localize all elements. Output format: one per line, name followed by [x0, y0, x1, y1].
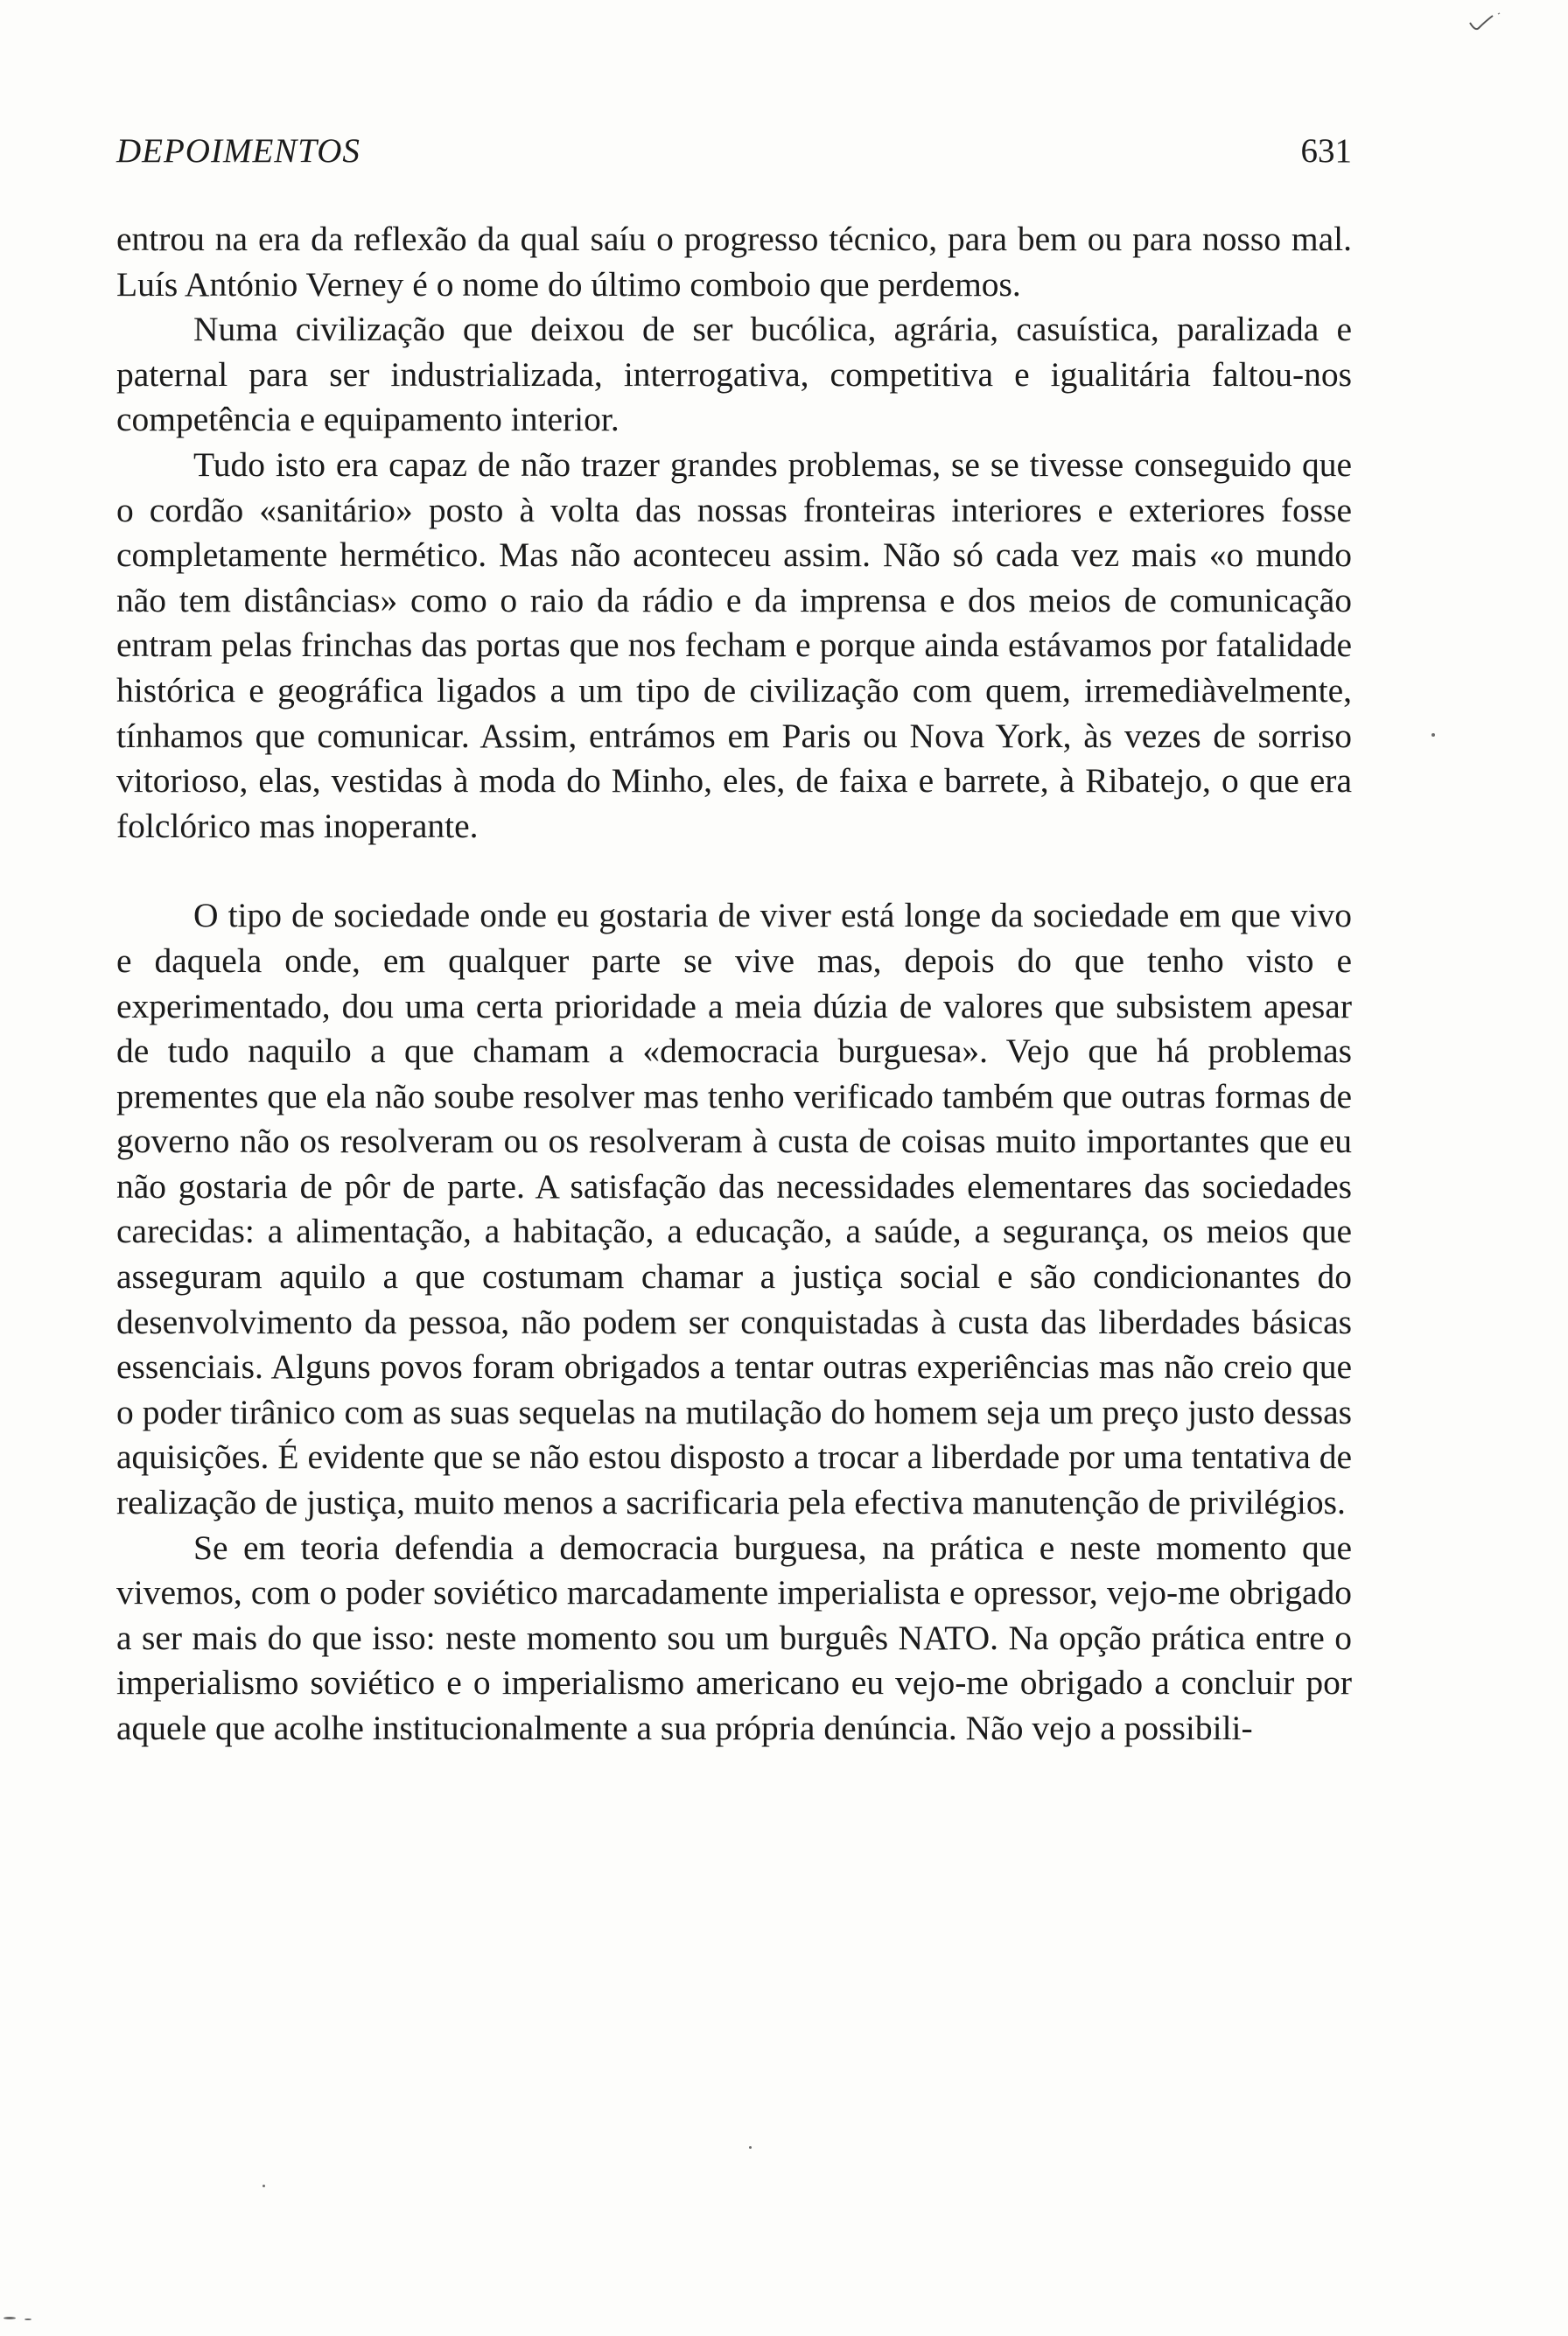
- scan-speck: [749, 2146, 752, 2149]
- running-title: DEPOIMENTOS: [116, 132, 360, 170]
- paragraph-1: entrou na era da reflexão da qual saíu o progresso técnico, para bem ou para nosso mal. Luís António Verney é o nome do último comboio que perdemos.: [116, 220, 1352, 304]
- page-number: 631: [1300, 132, 1352, 170]
- paragraph-3: Tudo isto era capaz de não trazer grandes problemas, se se tivesse conseguido que o cordão «sanitário» posto à volta das nossas fronteiras interiores e exteriores fosse completamente hermético. Mas não aconteceu assim. Não só cada vez mais «o mundo não tem distâncias» como o raio da rádio e da imprensa e dos meios de comunicação entram pelas frinchas das portas que nos fecham e porque ainda estávamos por fatalidade histórica e geográfica ligados a um tipo de civilização com quem, irremediàvelmente, tínhamos que comunicar. Assim, entrámos em Paris ou Nova York, às vezes de sorriso vitorioso, elas, vestidas à moda do Minho, eles, de faixa e barrete, à Ribatejo, o que era folclórico mas inoperante.: [116, 444, 1352, 845]
- paragraph-4: O tipo de sociedade onde eu gostaria de viver está longe da sociedade em que vivo e daquela onde, em qualquer parte se vive mas, depois do que tenho visto e experimentado, dou uma certa prioridade a meia dúzia de valores que subsistem apesar de tudo naquilo a que chamam a «democracia burguesa». Vejo que há problemas prementes que ela não soube resolver mas tenho verificado também que outras formas de governo não os resolveram ou os resolveram à custa de coisas muito importantes que eu não gostaria de pôr de parte. A satisfação das necessidades elementares das sociedades carecidas: a alimentação, a habitação, a educação, a saúde, a segurança, os meios que asseguram aquilo a que costumam chamar a justiça social e são condicionantes do desenvolvimento da pessoa, não podem ser conquistadas à custa das liberdades básicas essenciais. Alguns povos foram obrigados a tentar outras experiências mas não creio que o poder tirânico com as suas sequelas na mutilação do homem seja um preço justo dessas aquisições. É evidente que se não estou disposto a trocar a liberdade por uma tentativa de realização de justiça, muito menos a sacrificaria pela efectiva manutenção de privilégios.: [116, 896, 1352, 1522]
- pencil-mark-icon: [1466, 10, 1505, 37]
- scan-speck: [262, 2185, 265, 2187]
- scan-speck: [1432, 733, 1435, 737]
- paragraph-2: Numa civilização que deixou de ser bucólica, agrária, casuística, paralizada e paternal para ser industrializada, interrogativa, competitiva e igualitária faltou-nos competência e equipamento interior.: [116, 310, 1352, 439]
- scan-speck: [4, 2317, 16, 2319]
- body-text: [116, 217, 1352, 1752]
- running-header: [116, 131, 1352, 184]
- paragraph-5: Se em teoria defendia a democracia burguesa, na prática e neste momento que vivemos, com o poder soviético marcadamente imperialista e opressor, vejo-me obrigado a ser mais do que isso: neste momento sou um burguês NATO. Na opção prática entre o imperialismo soviético e o imperialismo americano eu vejo-me obrigado a concluir por aquele que acolhe institucionalmente a sua própria denúncia. Não vejo a possibili-: [116, 1528, 1352, 1747]
- scan-speck: [24, 2319, 32, 2320]
